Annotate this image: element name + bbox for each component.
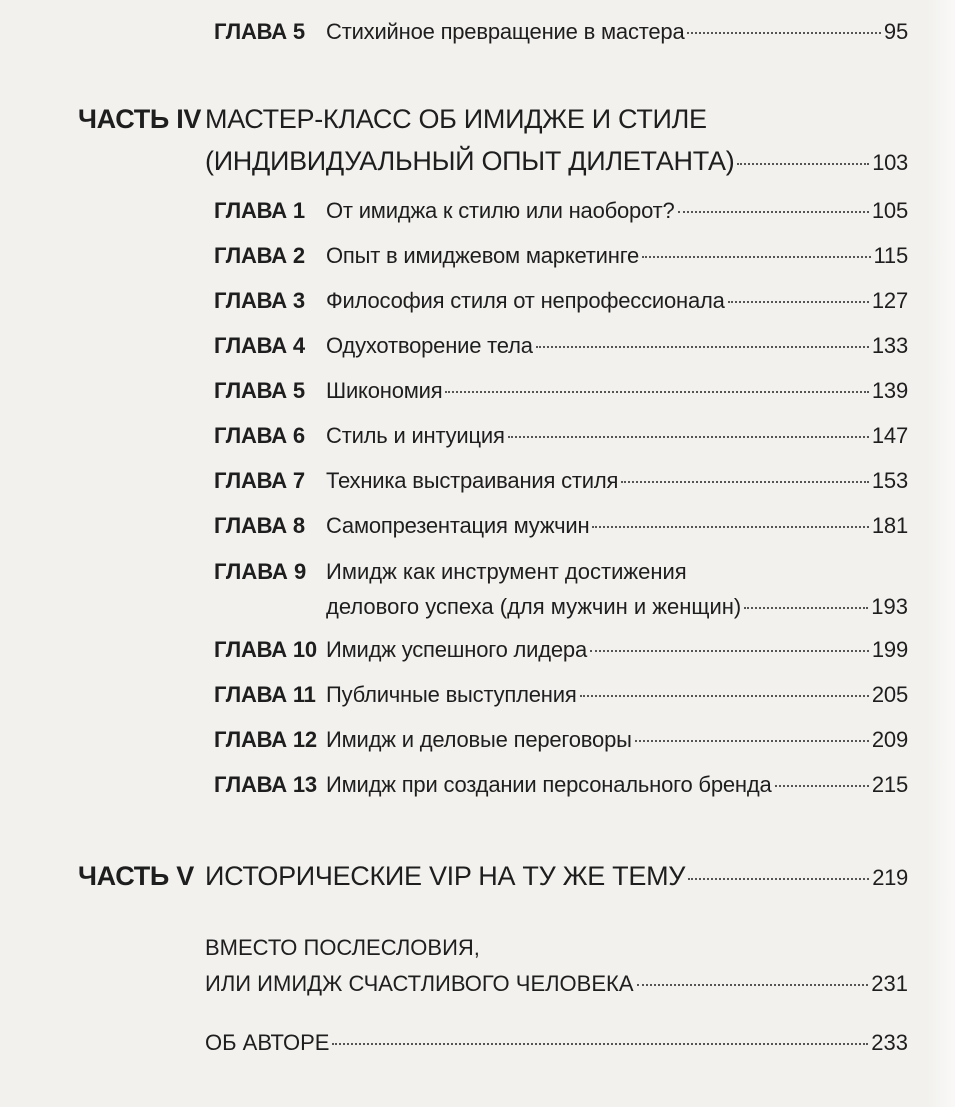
afterword-title-line-2: ИЛИ ИМИДЖ СЧАСТЛИВОГО ЧЕЛОВЕКА bbox=[205, 971, 634, 996]
chapter-title-wrap bbox=[326, 680, 872, 710]
toc-entry-chapter-9[interactable] bbox=[214, 557, 908, 622]
chapter-title-wrap bbox=[326, 770, 872, 800]
page-number: 127 bbox=[871, 288, 908, 313]
toc-entry-chapter-5[interactable] bbox=[214, 376, 908, 406]
chapter-title: Имидж успешного лидера bbox=[326, 637, 587, 662]
part-title-line-2 bbox=[205, 142, 908, 182]
part-title-text-2: (ИНДИВИДУАЛЬНЫЙ ОПЫТ ДИЛЕТАНТА) bbox=[205, 146, 735, 176]
chapter-9-line-1 bbox=[214, 557, 908, 587]
page-number: 133 bbox=[871, 333, 908, 358]
chapter-title-wrap bbox=[326, 635, 872, 665]
chapter-title: Техника выстраивания стиля bbox=[326, 468, 619, 493]
page-number: 209 bbox=[871, 727, 908, 752]
chapter-title: Одухотворение тела bbox=[326, 333, 533, 358]
afterword-line-2 bbox=[205, 966, 908, 1002]
toc-entry-chapter-8[interactable] bbox=[214, 511, 908, 541]
toc-entry-part-5[interactable] bbox=[78, 857, 908, 897]
page-number: 105 bbox=[871, 198, 908, 223]
chapter-label: ГЛАВА 5 bbox=[214, 378, 305, 403]
afterword-title-line-1: ВМЕСТО ПОСЛЕСЛОВИЯ, bbox=[205, 935, 480, 960]
part-title-text-1: МАСТЕР-КЛАСС ОБ ИМИДЖЕ И СТИЛЕ bbox=[205, 104, 707, 134]
dot-leader bbox=[332, 1043, 868, 1045]
part-title-line-1 bbox=[205, 100, 908, 138]
page-number: 95 bbox=[883, 19, 908, 44]
dot-leader bbox=[536, 346, 869, 348]
chapter-label: ГЛАВА 1 bbox=[214, 198, 305, 223]
chapter-title: Стиль и интуиция bbox=[326, 423, 505, 448]
toc-entry-chapter-11[interactable] bbox=[214, 680, 908, 710]
toc-entry-chapter-13[interactable] bbox=[214, 770, 908, 800]
dot-leader bbox=[635, 740, 869, 742]
chapter-title: Самопрезентация мужчин bbox=[326, 513, 590, 538]
chapter-title-wrap bbox=[326, 376, 872, 406]
page-number: 181 bbox=[871, 513, 908, 538]
chapter-title: Философия стиля от непрофессионала bbox=[326, 288, 725, 313]
dot-leader bbox=[445, 391, 868, 393]
chapter-label: ГЛАВА 11 bbox=[214, 682, 316, 707]
dot-leader bbox=[744, 607, 868, 609]
dot-leader bbox=[637, 984, 869, 986]
toc-entry-chapter-10[interactable] bbox=[214, 635, 908, 665]
page-number: 139 bbox=[871, 378, 908, 403]
chapter-label: ГЛАВА 6 bbox=[214, 423, 305, 448]
chapter-label: ГЛАВА 3 bbox=[214, 288, 305, 313]
toc-entry-chapter-6[interactable] bbox=[214, 421, 908, 451]
toc-entry-about-author[interactable] bbox=[205, 1025, 908, 1061]
part-label: ЧАСТЬ IV bbox=[78, 104, 202, 134]
chapter-label: ГЛАВА 12 bbox=[214, 727, 317, 752]
dot-leader bbox=[775, 785, 869, 787]
chapter-title-wrap bbox=[326, 241, 874, 271]
dot-leader bbox=[728, 301, 869, 303]
chapter-label: ГЛАВА 4 bbox=[214, 333, 305, 358]
chapter-title: Стихийное превращение в мастера bbox=[326, 19, 685, 44]
chapter-title-wrap bbox=[326, 466, 872, 496]
part-label: ЧАСТЬ V bbox=[78, 861, 194, 891]
toc-entry-chapter-3[interactable] bbox=[214, 286, 908, 316]
page-number: 219 bbox=[872, 865, 908, 890]
page-number: 199 bbox=[871, 637, 908, 662]
toc-entry-chapter-7[interactable] bbox=[214, 466, 908, 496]
chapter-label: ГЛАВА 9 bbox=[214, 559, 307, 584]
dot-leader bbox=[687, 32, 880, 34]
part-title-line bbox=[205, 857, 908, 897]
page-number: 103 bbox=[872, 150, 908, 175]
chapter-label: ГЛАВА 13 bbox=[214, 772, 317, 797]
chapter-title: Имидж при создании персонального бренда bbox=[326, 772, 772, 797]
chapter-title-line-2: делового успеха (для мужчин и женщин) bbox=[326, 594, 742, 619]
toc-entry-chapter-2[interactable] bbox=[214, 241, 908, 271]
chapter-title: Опыт в имиджевом маркетинге bbox=[326, 243, 640, 268]
page-number: 231 bbox=[871, 971, 908, 996]
chapter-title-wrap bbox=[326, 725, 872, 755]
afterword-line-1 bbox=[205, 930, 908, 966]
toc-entry-part-4[interactable] bbox=[78, 100, 908, 184]
part-title-block bbox=[205, 857, 908, 897]
chapter-title: Имидж и деловые переговоры bbox=[326, 727, 632, 752]
page-number: 153 bbox=[871, 468, 908, 493]
dot-leader bbox=[678, 211, 869, 213]
page-number: 193 bbox=[871, 594, 908, 619]
dot-leader bbox=[590, 650, 869, 652]
dot-leader bbox=[642, 256, 870, 258]
toc-entry-chapter-12[interactable] bbox=[214, 725, 908, 755]
about-title: ОБ АВТОРЕ bbox=[205, 1030, 330, 1055]
chapter-title: От имиджа к стилю или наоборот? bbox=[326, 198, 675, 223]
page-edge bbox=[927, 0, 955, 1107]
page-number: 205 bbox=[871, 682, 908, 707]
chapter-title-wrap bbox=[326, 196, 872, 226]
chapter-title-wrap bbox=[326, 511, 872, 541]
toc-entry-chapter-4[interactable] bbox=[214, 331, 908, 361]
dot-leader bbox=[508, 436, 869, 438]
chapter-label: ГЛАВА 8 bbox=[214, 513, 305, 538]
page-number: 115 bbox=[873, 243, 908, 268]
page-number: 233 bbox=[871, 1030, 908, 1055]
chapter-label: ГЛАВА 10 bbox=[214, 637, 317, 662]
chapter-label: ГЛАВА 7 bbox=[214, 468, 305, 493]
dot-leader bbox=[621, 481, 869, 483]
dot-leader bbox=[592, 526, 868, 528]
chapter-title-wrap bbox=[326, 17, 884, 47]
toc-entry-afterword[interactable] bbox=[205, 930, 908, 1002]
dot-leader bbox=[580, 695, 869, 697]
toc-entry-top-chapter-5[interactable] bbox=[214, 17, 908, 47]
chapter-title: Публичные выступления bbox=[326, 682, 577, 707]
chapter-9-line-2 bbox=[214, 592, 908, 622]
chapter-label: ГЛАВА 5 bbox=[214, 19, 305, 44]
page-number: 147 bbox=[871, 423, 908, 448]
chapter-title-line-1: Имидж как инструмент достижения bbox=[326, 559, 687, 584]
chapter-title-wrap bbox=[326, 286, 872, 316]
chapter-label: ГЛАВА 2 bbox=[214, 243, 305, 268]
about-line bbox=[205, 1025, 908, 1061]
part-title-text: ИСТОРИЧЕСКИЕ VIP НА ТУ ЖЕ ТЕМУ bbox=[205, 861, 686, 891]
page-number: 215 bbox=[871, 772, 908, 797]
chapter-title: Шикономия bbox=[326, 378, 443, 403]
dot-leader bbox=[737, 163, 869, 165]
chapter-title-wrap bbox=[326, 331, 872, 361]
part-title-block bbox=[205, 100, 908, 182]
dot-leader bbox=[688, 878, 869, 880]
toc-entry-chapter-1[interactable] bbox=[214, 196, 908, 226]
chapter-title-wrap bbox=[326, 421, 872, 451]
